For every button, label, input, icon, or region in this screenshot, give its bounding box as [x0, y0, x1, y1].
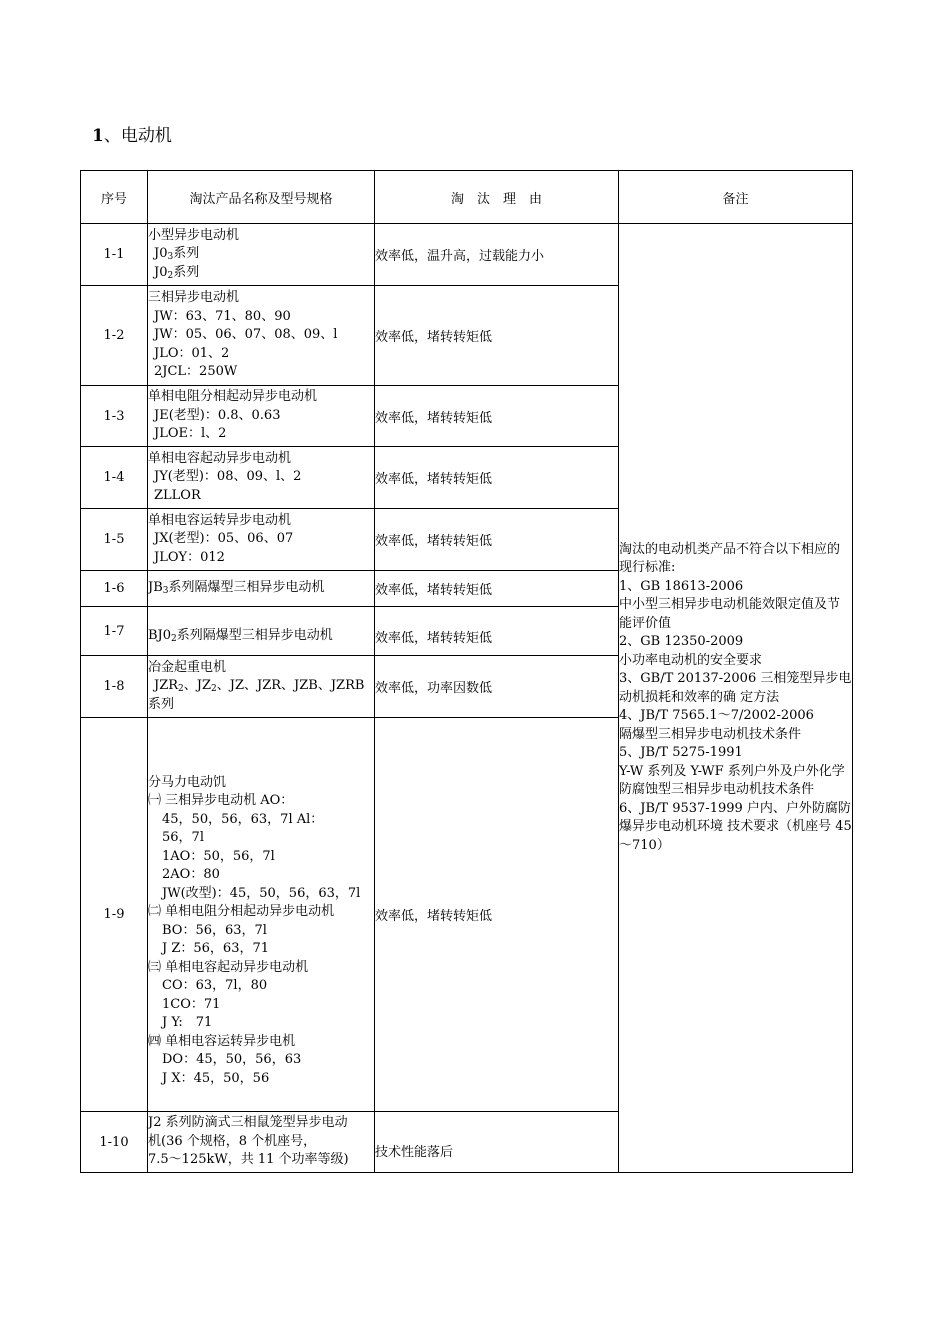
product-spec: 分马力电动饥 ㈠ 三相异步电动机 AO： 45，50，56，63，7l Al： 56，7l 1AO：50，56，7l 2AO：80 JW(改型)：45，50，56，63，7l ㈡ 单相电阻分相起动异步电动机 BO：56，63，7l J Z：56，63，71 ㈢ 单相电容起动异步电动机 CO：63，7l，80 1CO：71 J Y: 71 ㈣ 单相电容运转异步电机 DO：45，50，56，63 J X：45，50，56 [148, 718, 375, 1112]
product-spec: 单相电阻分相起动异步电动机 JE(老型)：0.8、0.63 JLOE：l、2 [148, 386, 375, 447]
reason: 效率低，堵转转矩低 [375, 447, 619, 509]
product-spec: 单相电容运转异步电动机 JX(老型)：05、06、07 JLOY：012 [148, 509, 375, 571]
standards-note: 淘汰的电动机类产品不符合以下相应的现行标准: 1、GB 18613-2006 中小型三相异步电动机能效限定值及节能评价值 2、GB 12350-2009 小功率电动机的安全要求 3、GB/T 20137-2006 三相笼型异步电动机损耗和效率的确 定方法 4、JB/T 7565.1～7/2002-2006 隔爆型三相异步电动机技术条件 5、JB/T 5275-1991 Y-W 系列及 Y-WF 系列户外及户外化学防腐蚀型三相异步电动机技术条件 6、JB/T 9537-1999 户内、户外防腐防爆异步电动机环境 技术要求（机座号 45～710） [619, 224, 853, 1173]
reason: 效率低，堵转转矩低 [375, 509, 619, 571]
table-row [81, 224, 853, 286]
header-note: 备注 [619, 171, 853, 224]
reason: 效率低，温升高，过载能力小 [375, 224, 619, 286]
header-no: 序号 [81, 171, 148, 224]
product-spec: $JB_3$系列隔爆型三相异步电动机 [148, 571, 375, 607]
product-spec: J2 系列防滴式三相鼠笼型异步电动 机(36 个规格，8 个机座号， 7.5～125kW，共 11 个功率等级) [148, 1112, 375, 1173]
row-number: 1-2 [81, 286, 148, 386]
row-number: 1-9 [81, 718, 148, 1112]
product-spec: 小型异步电动机 $J0_3$系列 $J0_2$系列 [148, 224, 375, 286]
row-number: 1-5 [81, 509, 148, 571]
reason: 效率低，堵转转矩低 [375, 718, 619, 1112]
row-number: 1-3 [81, 386, 148, 447]
table-header-row [81, 171, 853, 224]
row-number: 1-7 [81, 607, 148, 656]
product-spec: 单相电容起动异步电动机 JY(老型)：08、09、l、2 ZLLOR [148, 447, 375, 509]
reason: 效率低，功率因数低 [375, 656, 619, 718]
row-number: 1-6 [81, 571, 148, 607]
reason: 效率低，堵转转矩低 [375, 286, 619, 386]
row-number: 1-1 [81, 224, 148, 286]
section-heading: 1、电动机 [92, 126, 172, 146]
header-reason: 淘 汰 理 由 [375, 171, 619, 224]
reason: 效率低，堵转转矩低 [375, 386, 619, 447]
row-number: 1-8 [81, 656, 148, 718]
product-spec: 冶金起重电机 $JZR_2$、$JZ_2$、JZ、JZR、JZB、JZRB 系列 [148, 656, 375, 718]
product-spec: 三相异步电动机 JW：63、71、80、90 JW：05、06、07、08、09、l JLO：01、2 2JCL：250W [148, 286, 375, 386]
reason: 效率低，堵转转矩低 [375, 607, 619, 656]
reason: 技术性能落后 [375, 1112, 619, 1173]
row-number: 1-4 [81, 447, 148, 509]
eliminated-products-table [80, 170, 853, 1173]
product-spec: $BJ0_2$系列隔爆型三相异步电动机 [148, 607, 375, 656]
header-spec: 淘汰产品名称及型号规格 [148, 171, 375, 224]
reason: 效率低，堵转转矩低 [375, 571, 619, 607]
row-number: 1-10 [81, 1112, 148, 1173]
